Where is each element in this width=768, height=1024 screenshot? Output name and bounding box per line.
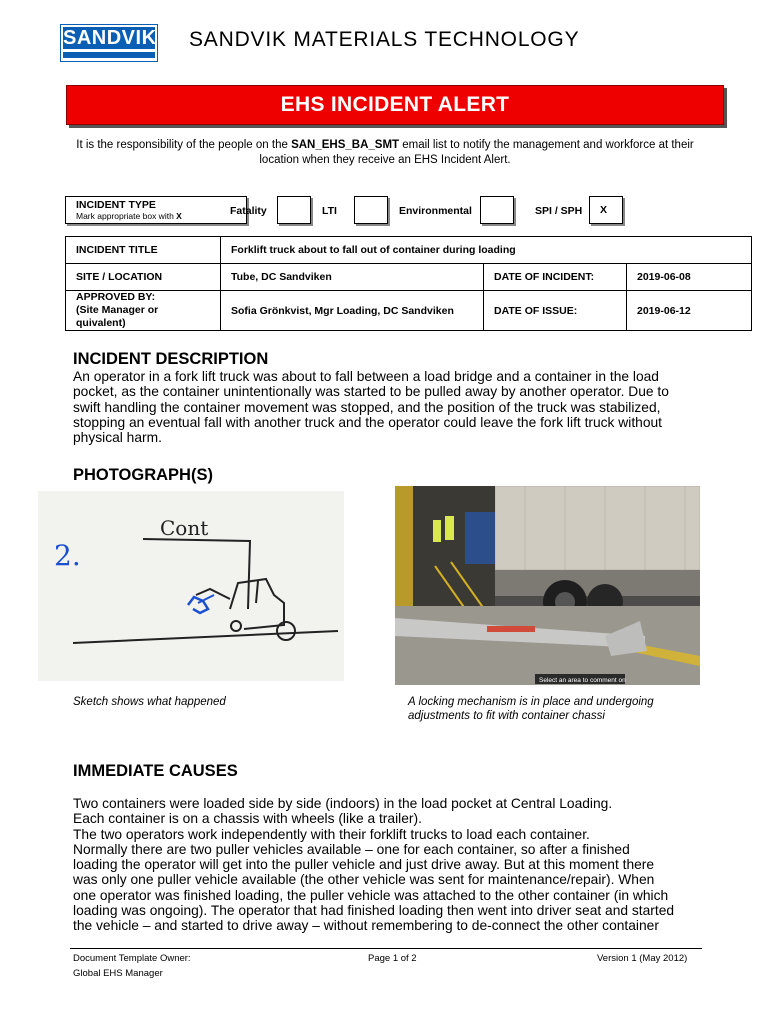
sketch-drawing [38,491,344,681]
photo-overlay-text: Select an area to comment on [539,677,626,684]
sketch-label-cont: Cont [160,516,209,540]
immediate-causes-heading: IMMEDIATE CAUSES [73,762,238,780]
causes-line: one operator was finished loading, the puller vehicle was attached to the other container (in which [73,887,669,903]
environmental-checkbox[interactable] [480,196,514,224]
hint-prefix: Mark appropriate box with [76,211,177,221]
footer-owner [73,951,191,981]
fatality-label: Fatality [230,205,267,217]
causes-line: the vehicle – and started to drive away – without remembering to de-connect the other container [73,918,659,934]
incident-type-box [65,196,247,224]
causes-line: was only one puller vehicle available (the other vehicle was sent for maintenance/repair). When [73,872,655,888]
incident-info-table [65,236,752,331]
footer-page-number: Page 1 of 2 [368,953,417,964]
fatality-checkbox[interactable] [277,196,311,224]
container-photo-image [395,486,700,685]
incident-title-label: INCIDENT TITLE [66,237,221,264]
causes-line: Two containers were loaded side by side (indoors) in the load pocket at Central Loading. [73,796,613,811]
causes-line: Each container is on a chassis with wheels (like a trailer). [73,811,422,827]
table-row [66,291,752,331]
footer-owner-line-1: Document Template Owner: [73,953,191,964]
incident-description-heading: INCIDENT DESCRIPTION [73,350,269,368]
incident-type-label: INCIDENT TYPE [76,199,156,211]
approved-by-value: Sofia Grönkvist, Mgr Loading, DC Sandviken [221,291,484,331]
site-value: Tube, DC Sandviken [221,264,484,291]
causes-line: Normally there are two puller vehicles available – one for each container, so after a finished [73,841,630,857]
photo-caption-line-1: A locking mechanism is in place and undergoing [408,696,654,708]
intro-text-before: It is the responsibility of the people on the [76,139,292,151]
description-line: swift handling the container movement was stopped, and the position of the truck was stabilized, [73,399,661,415]
date-of-issue-label: DATE OF ISSUE: [484,291,627,331]
photographs-heading: PHOTOGRAPH(S) [73,466,213,484]
description-line: An operator in a fork lift truck was about to fall between a load bridge and a container in the load [73,369,659,384]
date-of-issue-value: 2019-06-12 [627,291,752,331]
immediate-causes-text [73,796,743,934]
lti-label: LTI [322,205,337,217]
incident-description-text [73,369,733,445]
description-line: pocket, as the container unintentionally was started to be pulled away by another operator. Due to [73,384,669,400]
table-row [66,237,752,264]
spi-sph-label: SPI / SPH [535,205,583,217]
environmental-label: Environmental [399,205,472,217]
spi-sph-checkbox[interactable]: X [589,196,623,224]
approved-by-label [66,291,221,331]
table-row [66,264,752,291]
incident-type-hint [76,211,246,222]
footer-owner-line-2: Global EHS Manager [73,968,163,979]
sketch-caption: Sketch shows what happened [73,696,226,708]
intro-paragraph [70,138,700,168]
lti-checkbox[interactable] [354,196,388,224]
description-line: physical harm. [73,430,162,446]
causes-line: loading was ongoing). The operator that had finished loading then went into driver seat and started [73,903,675,919]
sketch-label-number: 2. [54,539,81,572]
logo-stripe [63,52,155,58]
footer-version: Version 1 (May 2012) [597,953,688,964]
approved-by-line-1: APPROVED BY: [76,291,156,303]
logo-text: SANDVIK [63,27,157,49]
hint-mark: X [176,211,182,221]
incident-title-value: Forklift truck about to fall out of container during loading [221,237,752,264]
photo-caption-line-2: adjustments to fit with container chassi [408,710,605,722]
description-line: stopping an eventual fall with another truck and the operator could leave the fork lift truck without [73,414,663,430]
sketch-photo [38,491,344,681]
date-of-incident-value: 2019-06-08 [627,264,752,291]
email-list-name: SAN_EHS_BA_SMT [291,139,400,151]
intro-text-after: email list to notify the management and workforce at their location when they receive an EHS Incident Alert. [259,139,694,166]
footer-divider [70,948,702,949]
photo-caption [408,695,654,723]
company-name: SANDVIK MATERIALS TECHNOLOGY [189,28,580,51]
causes-line: loading the operator will get into the puller vehicle and just drive away. But at this moment there [73,857,655,873]
site-label: SITE / LOCATION [66,264,221,291]
alert-title-banner: EHS INCIDENT ALERT [66,85,724,125]
sandvik-logo [60,24,158,62]
date-of-incident-label: DATE OF INCIDENT: [484,264,627,291]
container-photo [395,486,700,685]
approved-by-line-2: (Site Manager or quivalent) [76,304,159,329]
causes-line: The two operators work independently with their forklift trucks to load each container. [73,826,590,842]
